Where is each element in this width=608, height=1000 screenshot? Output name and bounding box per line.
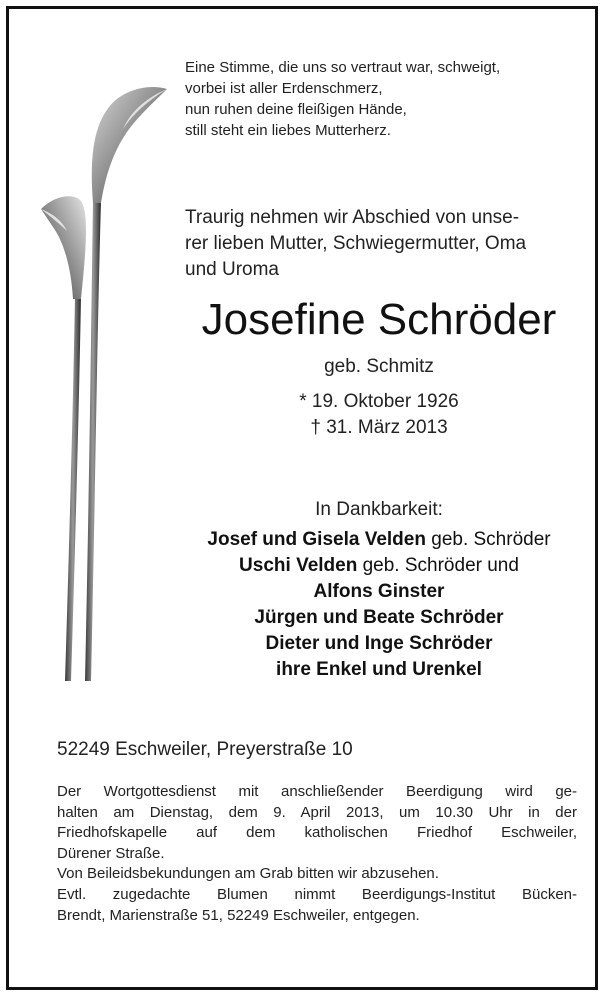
details-line: Von Beileidsbekundungen am Grab bitten wir abzusehen. — [57, 865, 439, 883]
family-member: ihre Enkel und Urenkel — [276, 659, 482, 680]
memorial-poem — [185, 57, 585, 141]
maiden-name: geb. Schmitz — [324, 356, 434, 377]
poem-line: vorbei ist aller Erdenschmerz, — [185, 80, 383, 97]
family-member: Uschi Velden — [239, 555, 358, 576]
family-row — [169, 605, 589, 631]
family-row — [169, 631, 589, 657]
birth-date: * 19. Oktober 1926 — [299, 391, 459, 412]
flower-blossom-upper — [92, 87, 167, 203]
obituary-notice — [6, 6, 598, 990]
details-line: halten am Dienstag, dem 9. April 2013, um 10.30 Uhr in der — [57, 803, 577, 821]
details-line: Brendt, Marienstraße 51, 52249 Eschweiler, entgegen. — [57, 906, 420, 924]
intro-line: Traurig nehmen wir Abschied von unse- — [185, 207, 520, 228]
details-line: Der Wortgottesdienst mit anschließender Beerdigung wird ge- — [57, 783, 577, 800]
family-row — [169, 553, 589, 579]
deceased-name: Josefine Schröder — [201, 295, 557, 344]
family-member: Jürgen und Beate Schröder — [254, 607, 504, 628]
flower-stem-left — [65, 296, 81, 681]
family-note: geb. Schröder und — [357, 555, 519, 576]
calla-lily-illustration — [35, 81, 175, 681]
farewell-intro — [185, 205, 571, 283]
family-list — [169, 527, 589, 683]
details-line: Evtl. zugedachte Blumen nimmt Beerdigungs-Institut Bücken- — [57, 885, 577, 903]
poem-line: still steht ein liebes Mutterherz. — [185, 122, 391, 139]
funeral-details — [57, 782, 577, 926]
family-row — [169, 579, 589, 605]
poem-line: Eine Stimme, die uns so vertraut war, schweigt, — [185, 59, 501, 76]
intro-line: rer lieben Mutter, Schwiegermutter, Oma — [185, 233, 527, 254]
family-note: geb. Schröder — [425, 529, 551, 550]
family-member: Dieter und Inge Schröder — [265, 633, 493, 654]
flower-stem-right — [85, 201, 101, 681]
thanks-heading: In Dankbarkeit: — [315, 499, 443, 520]
death-date: † 31. März 2013 — [310, 417, 448, 438]
flower-blossom-lower — [41, 196, 86, 299]
family-row — [169, 657, 589, 683]
family-address: 52249 Eschweiler, Preyerstraße 10 — [57, 739, 353, 760]
family-member: Alfons Ginster — [313, 581, 445, 602]
details-line: Friedhofskapelle auf dem katholischen Friedhof Eschweiler, — [57, 824, 577, 842]
family-row — [169, 527, 589, 553]
intro-line: und Uroma — [185, 259, 279, 280]
family-member: Josef und Gisela Velden — [207, 529, 426, 550]
poem-line: nun ruhen deine fleißigen Hände, — [185, 101, 407, 118]
details-line: Dürener Straße. — [57, 844, 165, 862]
